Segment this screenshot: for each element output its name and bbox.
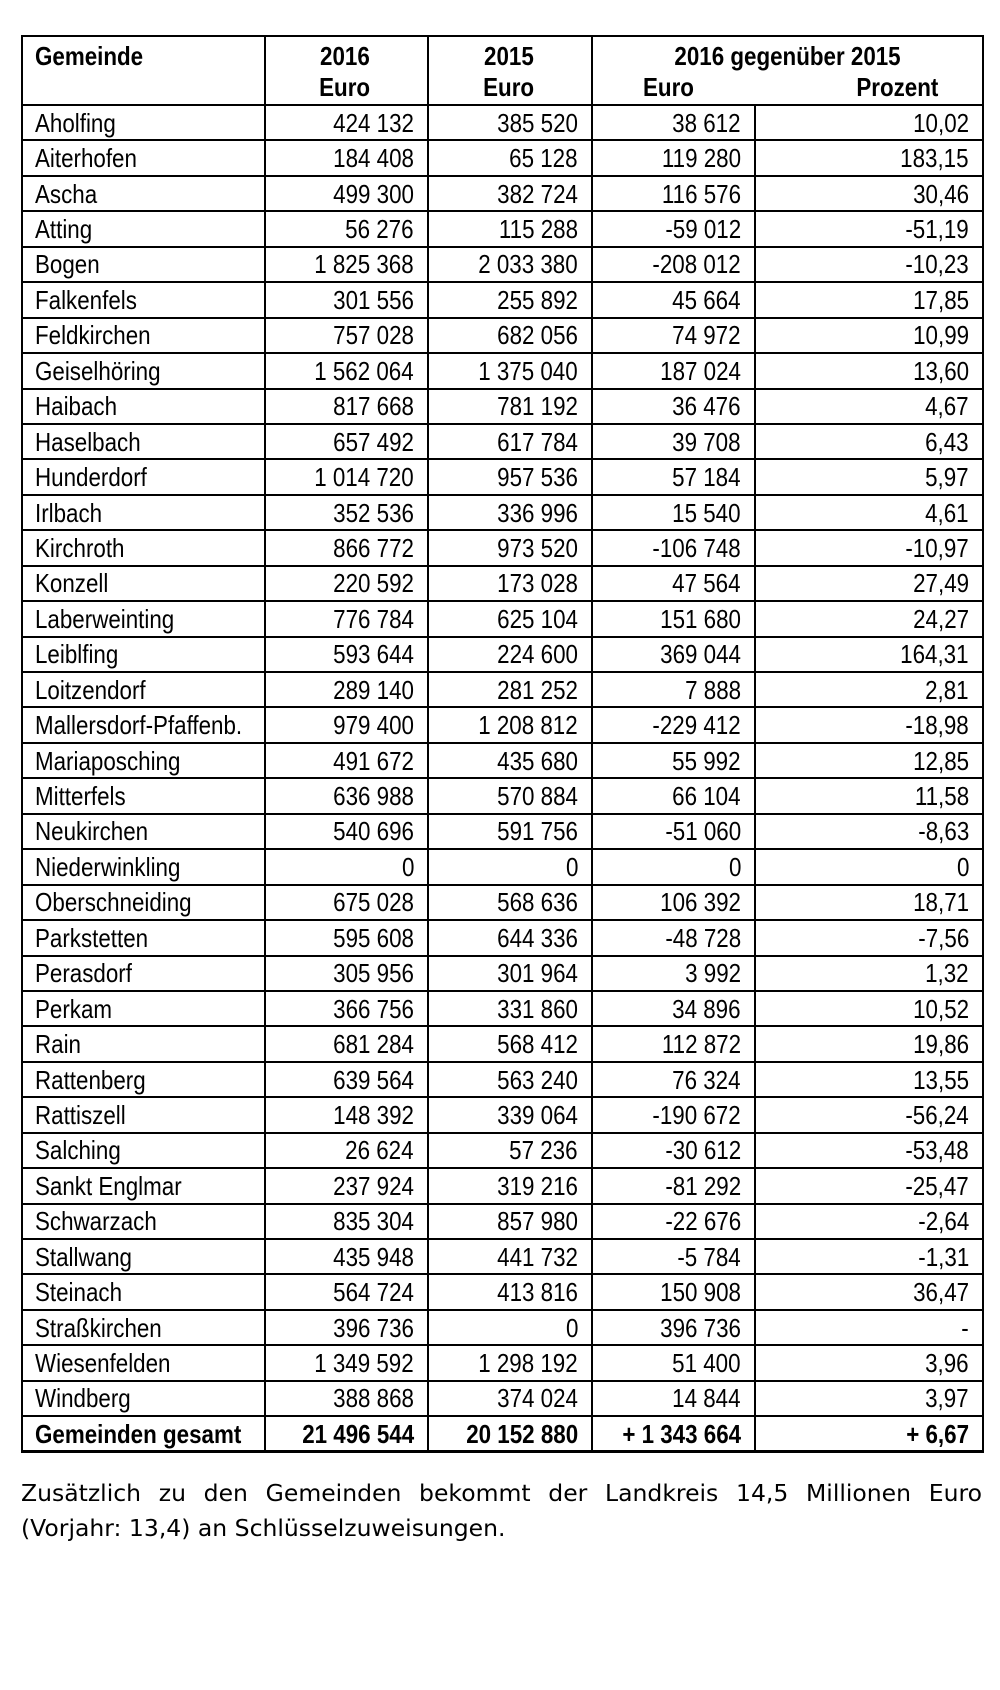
cell-gemeinde: Niederwinkling [22,849,265,884]
cell-diff-euro: 55 992 [592,743,755,778]
cell-gemeinde: Stallwang [22,1239,265,1274]
cell-2016: 352 536 [265,495,428,530]
cell-diff-euro: 15 540 [592,495,755,530]
cell-2015: 339 064 [428,1097,592,1132]
table-row [22,672,983,707]
cell-diff-euro: 396 736 [592,1310,755,1345]
header-2015: 2015 Euro [428,36,592,105]
cell-diff-euro: 34 896 [592,991,755,1026]
cell-2016: 56 276 [265,211,428,246]
cell-diff-euro: 39 708 [592,424,755,459]
cell-diff-percent: 4,61 [755,495,983,530]
cell-2015: 57 236 [428,1133,592,1168]
cell-diff-percent: 36,47 [755,1274,983,1309]
table-row [22,389,983,424]
cell-2016: 1 825 368 [265,247,428,282]
cell-2015: 301 964 [428,956,592,991]
table-row [22,318,983,353]
header-diff: 2016 gegenüber 2015 Euro Prozent [592,36,983,105]
table-row [22,778,983,813]
cell-diff-euro: 57 184 [592,459,755,494]
cell-gemeinde: Geiselhöring [22,353,265,388]
cell-2015: 115 288 [428,211,592,246]
cell-diff-percent: -25,47 [755,1168,983,1203]
cell-2015: 441 732 [428,1239,592,1274]
table-row [22,530,983,565]
cell-gemeinde: Rattenberg [22,1062,265,1097]
table-row [22,1204,983,1239]
cell-2016: 757 028 [265,318,428,353]
table-row [22,1310,983,1345]
cell-gemeinde: Haselbach [22,424,265,459]
cell-diff-euro: 38 612 [592,105,755,140]
cell-gemeinde: Feldkirchen [22,318,265,353]
cell-gemeinde: Mallersdorf-Pfaffenb. [22,707,265,742]
header-row [22,36,983,105]
cell-diff-percent: -7,56 [755,920,983,955]
cell-2016: 564 724 [265,1274,428,1309]
cell-2016: 388 868 [265,1381,428,1416]
cell-diff-percent: 1,32 [755,956,983,991]
cell-gemeinde: Mitterfels [22,778,265,813]
cell-gemeinde: Windberg [22,1381,265,1416]
cell-2016: 1 014 720 [265,459,428,494]
cell-2015: 385 520 [428,105,592,140]
cell-2016: 148 392 [265,1097,428,1132]
cell-2016: 396 736 [265,1310,428,1345]
table-row [22,353,983,388]
cell-2015: 1 208 812 [428,707,592,742]
cell-diff-percent: 24,27 [755,601,983,636]
cell-2015: 374 024 [428,1381,592,1416]
cell-diff-euro: 187 024 [592,353,755,388]
cell-2015: 173 028 [428,566,592,601]
cell-gemeinde: Sankt Englmar [22,1168,265,1203]
cell-diff-percent: 10,99 [755,318,983,353]
cell-2015: 20 152 880 [428,1416,592,1451]
cell-gemeinde: Gemeinden gesamt [22,1416,265,1451]
table-row [22,1133,983,1168]
cell-2016: 0 [265,849,428,884]
table-row [22,424,983,459]
cell-2015: 957 536 [428,459,592,494]
table-row [22,743,983,778]
cell-diff-percent: 13,55 [755,1062,983,1097]
cell-gemeinde: Oberschneiding [22,885,265,920]
cell-2016: 435 948 [265,1239,428,1274]
cell-2016: 21 496 544 [265,1416,428,1451]
table-row [22,1062,983,1097]
cell-diff-euro: 116 576 [592,176,755,211]
cell-diff-euro: -30 612 [592,1133,755,1168]
cell-diff-euro: -48 728 [592,920,755,955]
cell-diff-percent: -10,23 [755,247,983,282]
cell-gemeinde: Aiterhofen [22,140,265,175]
cell-2015: 857 980 [428,1204,592,1239]
cell-2016: 289 140 [265,672,428,707]
table-row [22,282,983,317]
cell-2015: 781 192 [428,389,592,424]
cell-2016: 776 784 [265,601,428,636]
cell-diff-percent: 5,97 [755,459,983,494]
cell-diff-percent: 164,31 [755,637,983,672]
cell-diff-percent: 6,43 [755,424,983,459]
footnote-line2: (Vorjahr: 13,4) an Schlüsselzuweisungen. [21,1514,506,1542]
cell-diff-euro: 74 972 [592,318,755,353]
cell-gemeinde: Wiesenfelden [22,1345,265,1380]
cell-2015: 1 375 040 [428,353,592,388]
cell-2016: 866 772 [265,530,428,565]
cell-2015: 1 298 192 [428,1345,592,1380]
cell-gemeinde: Salching [22,1133,265,1168]
cell-2016: 835 304 [265,1204,428,1239]
cell-diff-percent: 27,49 [755,566,983,601]
cell-2016: 499 300 [265,176,428,211]
table-row [22,211,983,246]
cell-diff-euro: -81 292 [592,1168,755,1203]
cell-gemeinde: Ascha [22,176,265,211]
cell-gemeinde: Haibach [22,389,265,424]
cell-diff-euro: 151 680 [592,601,755,636]
cell-diff-euro: -51 060 [592,814,755,849]
cell-gemeinde: Perasdorf [22,956,265,991]
cell-diff-euro: 106 392 [592,885,755,920]
cell-gemeinde: Parkstetten [22,920,265,955]
table-row [22,140,983,175]
cell-diff-percent: 12,85 [755,743,983,778]
cell-2016: 220 592 [265,566,428,601]
cell-diff-euro: 7 888 [592,672,755,707]
cell-gemeinde: Aholfing [22,105,265,140]
cell-2016: 26 624 [265,1133,428,1168]
cell-2015: 644 336 [428,920,592,955]
cell-2015: 65 128 [428,140,592,175]
table-row [22,920,983,955]
cell-diff-euro: 369 044 [592,637,755,672]
table-row [22,1345,983,1380]
cell-gemeinde: Rain [22,1026,265,1061]
cell-gemeinde: Falkenfels [22,282,265,317]
cell-diff-percent: 13,60 [755,353,983,388]
cell-diff-euro: 112 872 [592,1026,755,1061]
cell-2015: 973 520 [428,530,592,565]
cell-diff-percent: 3,96 [755,1345,983,1380]
header-diff-percent: Prozent [856,72,939,102]
cell-2015: 336 996 [428,495,592,530]
cell-diff-euro: 76 324 [592,1062,755,1097]
cell-2016: 636 988 [265,778,428,813]
table-row [22,601,983,636]
cell-2015: 281 252 [428,672,592,707]
cell-gemeinde: Rattiszell [22,1097,265,1132]
cell-2016: 681 284 [265,1026,428,1061]
cell-diff-percent: - [755,1310,983,1345]
cell-2016: 305 956 [265,956,428,991]
cell-diff-percent: 3,97 [755,1381,983,1416]
total-row [22,1416,983,1451]
cell-2016: 979 400 [265,707,428,742]
cell-gemeinde: Bogen [22,247,265,282]
cell-diff-euro: 51 400 [592,1345,755,1380]
cell-diff-euro: 0 [592,849,755,884]
cell-2015: 563 240 [428,1062,592,1097]
table-row [22,1274,983,1309]
cell-diff-percent: 4,67 [755,389,983,424]
cell-2015: 435 680 [428,743,592,778]
table-row [22,247,983,282]
cell-gemeinde: Neukirchen [22,814,265,849]
table-container [21,35,982,1453]
cell-diff-percent: 2,81 [755,672,983,707]
cell-diff-percent: 17,85 [755,282,983,317]
table-row [22,459,983,494]
cell-2016: 593 644 [265,637,428,672]
cell-2015: 382 724 [428,176,592,211]
cell-diff-percent: 18,71 [755,885,983,920]
table-row [22,105,983,140]
table-row [22,1097,983,1132]
cell-diff-euro: + 1 343 664 [592,1416,755,1451]
cell-diff-euro: 66 104 [592,778,755,813]
cell-2015: 331 860 [428,991,592,1026]
cell-2015: 682 056 [428,318,592,353]
cell-diff-euro: 150 908 [592,1274,755,1309]
cell-2015: 0 [428,1310,592,1345]
cell-2016: 1 562 064 [265,353,428,388]
cell-2016: 366 756 [265,991,428,1026]
cell-2016: 657 492 [265,424,428,459]
cell-2016: 184 408 [265,140,428,175]
cell-gemeinde: Atting [22,211,265,246]
header-2016: 2016 Euro [265,36,428,105]
allocation-table [21,35,984,1453]
cell-diff-percent: -53,48 [755,1133,983,1168]
table-row [22,1026,983,1061]
cell-diff-percent: -56,24 [755,1097,983,1132]
table-row [22,885,983,920]
cell-diff-euro: -59 012 [592,211,755,246]
cell-diff-percent: -18,98 [755,707,983,742]
cell-2016: 595 608 [265,920,428,955]
cell-diff-percent: 10,02 [755,105,983,140]
cell-2016: 675 028 [265,885,428,920]
table-row [22,637,983,672]
cell-gemeinde: Konzell [22,566,265,601]
cell-gemeinde: Loitzendorf [22,672,265,707]
cell-diff-euro: 36 476 [592,389,755,424]
header-diff-euro: Euro [643,72,694,102]
cell-gemeinde: Irlbach [22,495,265,530]
cell-2016: 301 556 [265,282,428,317]
cell-2016: 491 672 [265,743,428,778]
cell-diff-percent: 0 [755,849,983,884]
cell-gemeinde: Mariaposching [22,743,265,778]
cell-2015: 255 892 [428,282,592,317]
table-body [22,105,983,1452]
cell-diff-euro: 3 992 [592,956,755,991]
table-row [22,1381,983,1416]
table-row [22,1239,983,1274]
cell-2015: 568 412 [428,1026,592,1061]
footnote-line1: Zusätzlich zu den Gemeinden bekommt der Landkreis 14,5 Millionen Euro [21,1479,982,1507]
cell-2015: 625 104 [428,601,592,636]
cell-2016: 1 349 592 [265,1345,428,1380]
cell-diff-percent: -10,97 [755,530,983,565]
cell-diff-percent: 183,15 [755,140,983,175]
cell-diff-percent: -51,19 [755,211,983,246]
cell-diff-percent: 30,46 [755,176,983,211]
cell-gemeinde: Schwarzach [22,1204,265,1239]
cell-gemeinde: Leiblfing [22,637,265,672]
cell-2015: 570 884 [428,778,592,813]
cell-2016: 817 668 [265,389,428,424]
footnote [21,1476,982,1546]
cell-diff-percent: -1,31 [755,1239,983,1274]
cell-diff-percent: + 6,67 [755,1416,983,1451]
table-row [22,566,983,601]
cell-2016: 540 696 [265,814,428,849]
table-row [22,849,983,884]
table-row [22,176,983,211]
cell-diff-euro: 45 664 [592,282,755,317]
table-row [22,1168,983,1203]
cell-2015: 568 636 [428,885,592,920]
cell-diff-euro: -190 672 [592,1097,755,1132]
cell-diff-euro: -208 012 [592,247,755,282]
cell-diff-percent: 19,86 [755,1026,983,1061]
header-gemeinde: Gemeinde [22,36,265,105]
cell-2015: 319 216 [428,1168,592,1203]
cell-diff-euro: 119 280 [592,140,755,175]
cell-diff-euro: 47 564 [592,566,755,601]
cell-gemeinde: Kirchroth [22,530,265,565]
cell-2015: 591 756 [428,814,592,849]
table-row [22,956,983,991]
table-row [22,991,983,1026]
cell-gemeinde: Straßkirchen [22,1310,265,1345]
cell-gemeinde: Steinach [22,1274,265,1309]
cell-2016: 237 924 [265,1168,428,1203]
cell-gemeinde: Hunderdorf [22,459,265,494]
table-row [22,814,983,849]
cell-gemeinde: Perkam [22,991,265,1026]
cell-gemeinde: Laberweinting [22,601,265,636]
cell-diff-percent: -2,64 [755,1204,983,1239]
cell-diff-percent: 11,58 [755,778,983,813]
cell-2015: 617 784 [428,424,592,459]
cell-diff-euro: -5 784 [592,1239,755,1274]
cell-diff-euro: -22 676 [592,1204,755,1239]
table-row [22,707,983,742]
cell-diff-percent: 10,52 [755,991,983,1026]
cell-2015: 413 816 [428,1274,592,1309]
cell-2016: 424 132 [265,105,428,140]
cell-2015: 0 [428,849,592,884]
cell-diff-percent: -8,63 [755,814,983,849]
table-row [22,495,983,530]
cell-diff-euro: -106 748 [592,530,755,565]
cell-2015: 2 033 380 [428,247,592,282]
cell-2016: 639 564 [265,1062,428,1097]
cell-diff-euro: -229 412 [592,707,755,742]
cell-diff-euro: 14 844 [592,1381,755,1416]
cell-2015: 224 600 [428,637,592,672]
